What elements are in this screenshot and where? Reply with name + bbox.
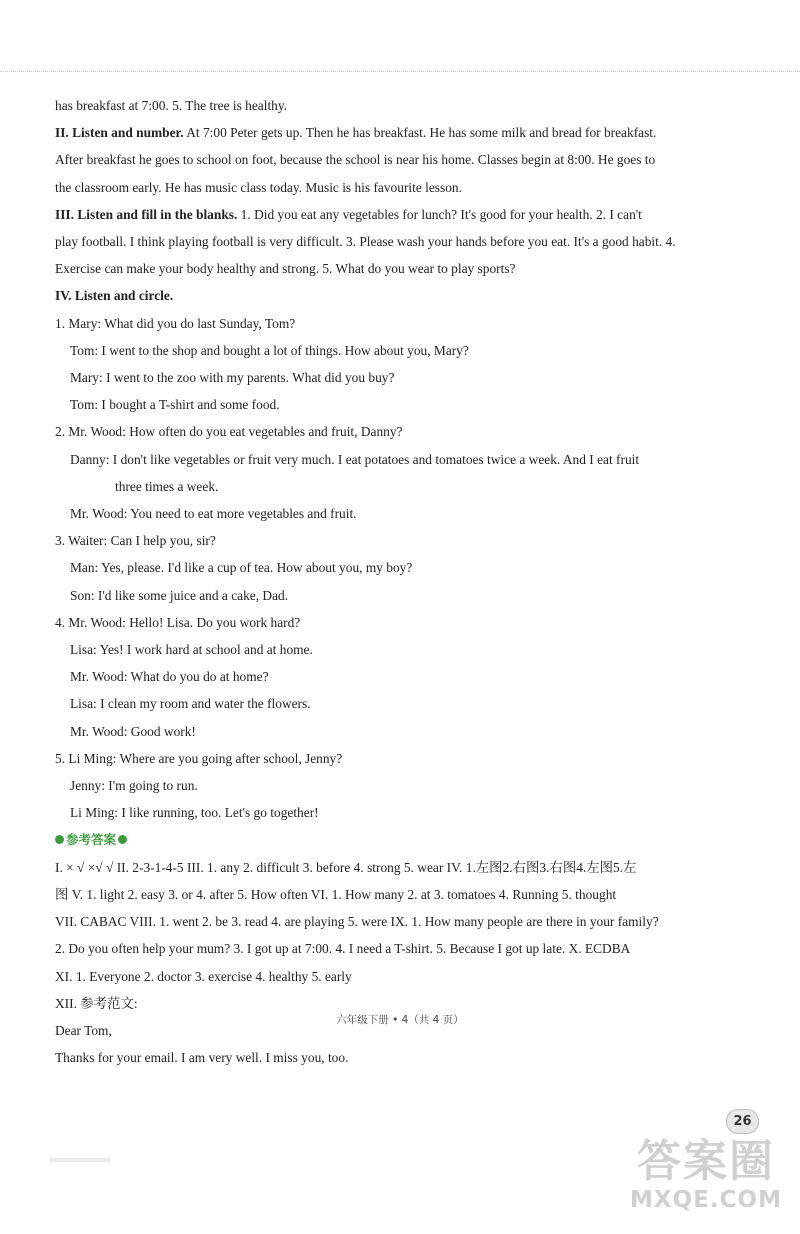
answer-line: VII. CABAC VIII. 1. went 2. be 3. read 4. are playing 5. were IX. 1. How many people are there in your family?: [55, 914, 659, 930]
dialogue-line: Man: Yes, please. I'd like a cup of tea. How about you, my boy?: [70, 560, 413, 576]
dialogue-line: three times a week.: [115, 478, 219, 494]
watermark-logo: [618, 1138, 794, 1214]
dialogue-line: Lisa: Yes! I work hard at school and at home.: [70, 642, 313, 658]
dialogue-line: Lisa: I clean my room and water the flowers.: [70, 696, 311, 712]
scan-mark: [50, 1158, 110, 1162]
text-line: After breakfast he goes to school on foot, because the school is near his home. Classes begin at 8:00. He goes to: [55, 152, 656, 168]
dialogue-line: Mr. Wood: Good work!: [70, 723, 196, 739]
dialogue-line: Danny: I don't like vegetables or fruit very much. I eat potatoes and tomatoes twice a week. And I eat fruit: [70, 451, 640, 467]
bullet-dot-icon: [118, 835, 127, 844]
section-heading: IV. Listen and circle.: [55, 288, 174, 304]
answers-heading: [55, 826, 760, 853]
page-number-badge: 26: [726, 1109, 759, 1134]
dialogue-line: Mr. Wood: You need to eat more vegetables and fruit.: [70, 506, 357, 522]
answer-line: XI. 1. Everyone 2. doctor 3. exercise 4. healthy 5. early: [55, 968, 352, 984]
answer-line: I. × √ ×√ √ II. 2-3-1-4-5 III. 1. any 2. difficult 3. before 4. strong 5. wear IV. 1.左图2.右图3.右图4.左图5.左: [55, 859, 637, 875]
answers-heading-label: 参考答案: [66, 832, 117, 848]
dialogue-line: Jenny: I'm going to run.: [70, 778, 198, 794]
dialogue-line: 3. Waiter: Can I help you, sir?: [55, 533, 216, 549]
watermark-text: 答案圈: [637, 1136, 775, 1187]
dialogue-line: 5. Li Ming: Where are you going after school, Jenny?: [55, 750, 343, 766]
bullet-dot-icon: [55, 835, 64, 844]
dialogue-line: Mary: I went to the zoo with my parents. What did you buy?: [70, 370, 395, 386]
dialogue-line: Son: I'd like some juice and a cake, Dad.: [70, 587, 289, 603]
top-divider: [0, 71, 800, 72]
page-footer: 六年级下册 • 4（共 4 页）: [336, 1014, 464, 1026]
page-content: [55, 92, 760, 1071]
answer-line: 图 V. 1. light 2. easy 3. or 4. after 5. How often VI. 1. How many 2. at 3. tomatoes 4. Running 5. thought: [55, 886, 617, 902]
dialogue-line: Tom: I went to the shop and bought a lot of things. How about you, Mary?: [70, 342, 469, 358]
text-line: has breakfast at 7:00. 5. The tree is healthy.: [55, 98, 288, 113]
section-heading: II. Listen and number.: [55, 125, 184, 141]
section-heading: III. Listen and fill in the blanks.: [55, 206, 238, 222]
dialogue-line: 4. Mr. Wood: Hello! Lisa. Do you work hard?: [55, 614, 301, 630]
watermark-url: MXQE.COM: [630, 1187, 782, 1213]
text-line: At 7:00 Peter gets up. Then he has breakfast. He has some milk and bread for breakfast.: [183, 125, 657, 141]
dialogue-line: Tom: I bought a T-shirt and some food.: [70, 397, 280, 413]
section-iii: [55, 201, 760, 228]
answer-line: 2. Do you often help your mum? 3. I got up at 7:00. 4. I need a T-shirt. 5. Because I got up late. X. ECDBA: [55, 941, 631, 957]
dialogue-line: 1. Mary: What did you do last Sunday, Tom?: [55, 315, 296, 331]
dialogue-line: Mr. Wood: What do you do at home?: [70, 669, 269, 685]
text-line: play football. I think playing football is very difficult. 3. Please wash your hands before you eat. It's a good habit. 4.: [55, 234, 676, 250]
dialogue-line: Li Ming: I like running, too. Let's go together!: [70, 805, 319, 821]
letter-greeting: Dear Tom,: [55, 1022, 112, 1038]
dialogue-line: 2. Mr. Wood: How often do you eat vegetables and fruit, Danny?: [55, 424, 403, 440]
section-ii: [55, 119, 760, 146]
letter-body: Thanks for your email. I am very well. I miss you, too.: [55, 1050, 349, 1066]
text-line: the classroom early. He has music class today. Music is his favourite lesson.: [55, 179, 462, 195]
text-line: Exercise can make your body healthy and strong. 5. What do you wear to play sports?: [55, 261, 516, 277]
answer-line: XII. 参考范文:: [55, 995, 138, 1011]
text-line: 1. Did you eat any vegetables for lunch? It's good for your health. 2. I can't: [237, 206, 642, 222]
